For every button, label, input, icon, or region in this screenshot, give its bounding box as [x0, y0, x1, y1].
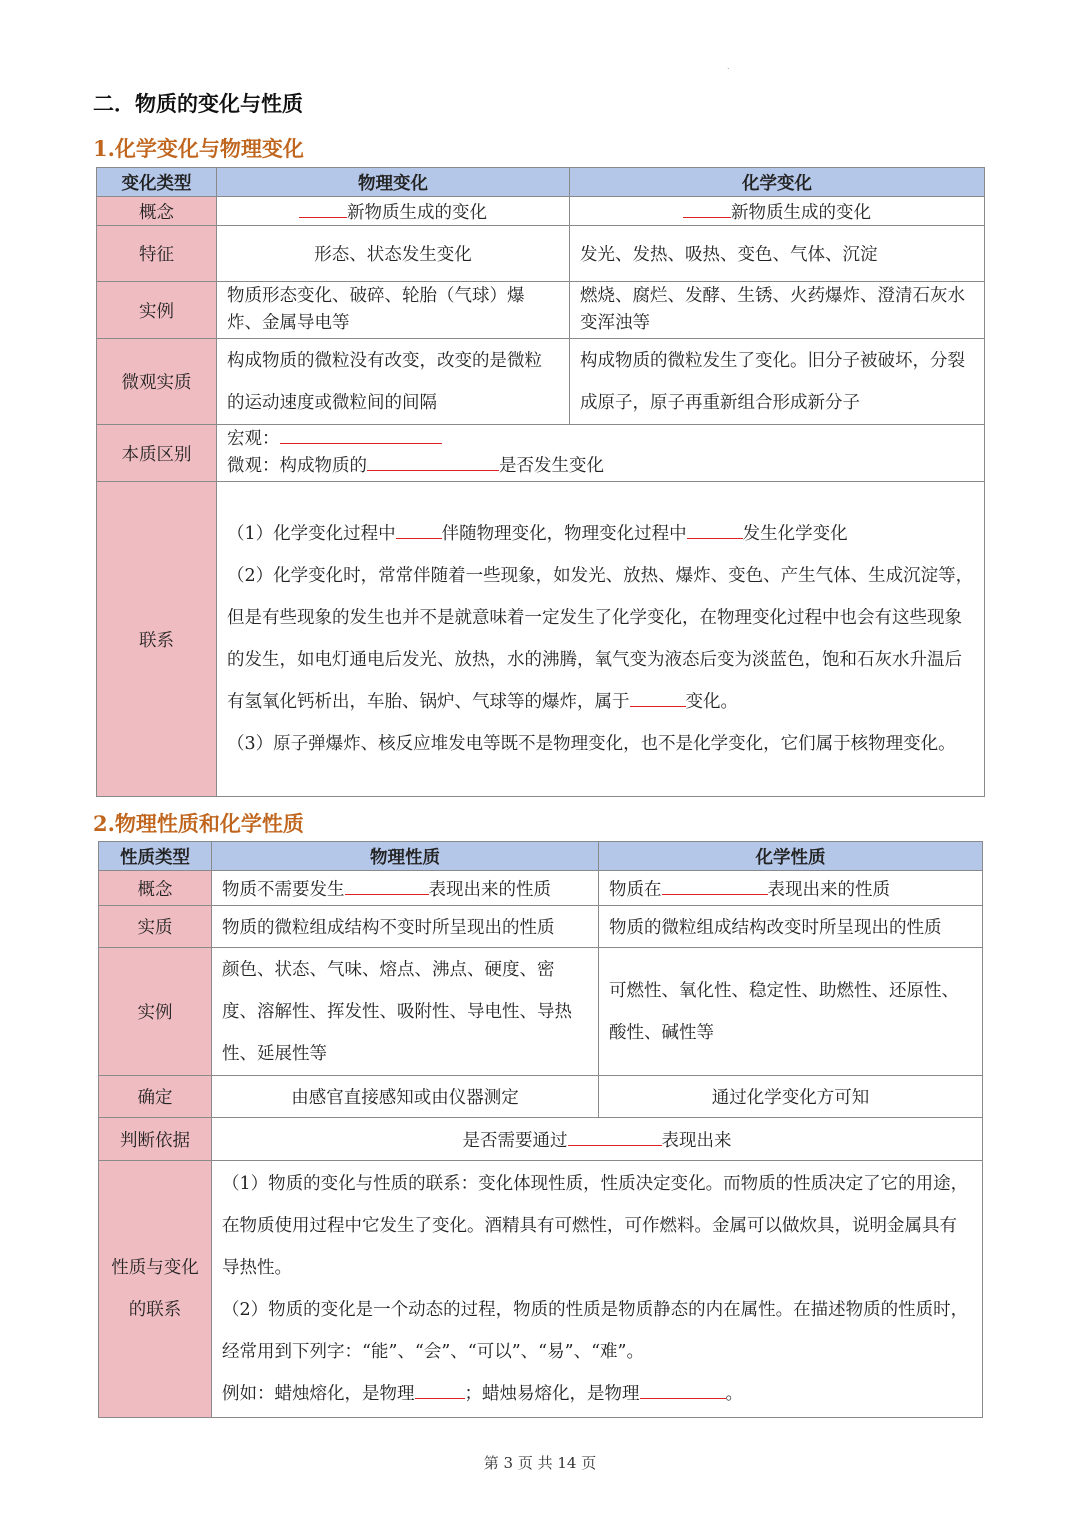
cell-text: 变化。	[685, 692, 738, 712]
change-table	[96, 167, 985, 797]
cell-text: 新物质生成的变化	[347, 202, 487, 223]
table-row	[97, 282, 985, 339]
table-header-row	[97, 168, 985, 197]
fill-blank[interactable]	[683, 217, 731, 218]
cell-text: ；蜡烛易熔化，是物理	[464, 1384, 640, 1404]
cell-text: 。	[725, 1384, 743, 1404]
cell: 形态、状态发生变化	[217, 226, 570, 282]
header-cell: 化学性质	[599, 842, 983, 871]
fill-blank[interactable]	[415, 1398, 465, 1399]
cell: 颜色、状态、气味、熔点、沸点、硬度、密度、溶解性、挥发性、吸附性、导电性、导热性、延展性等	[212, 948, 599, 1076]
header-cell: 物理性质	[212, 842, 599, 871]
table-row	[97, 482, 985, 797]
table-row	[99, 1118, 983, 1161]
row-label: 实质	[99, 906, 212, 948]
section-title: 二．物质的变化与性质	[93, 91, 303, 116]
cell	[212, 1118, 983, 1161]
cell: 由感官直接感知或由仪器测定	[212, 1076, 599, 1118]
row-label: 确定	[99, 1076, 212, 1118]
row-label: 概念	[97, 197, 217, 226]
cell	[212, 1161, 983, 1418]
cell-text: 物质在	[609, 879, 662, 900]
row-label: 特征	[97, 226, 217, 282]
cell-text: 表现出来的性质	[767, 879, 890, 900]
cell-text: 是否需要通过	[462, 1130, 568, 1151]
fill-blank[interactable]	[367, 470, 499, 471]
cell	[570, 197, 985, 226]
page-mark: .	[727, 62, 730, 71]
row-label: 本质区别	[97, 425, 217, 482]
fill-blank[interactable]	[396, 538, 442, 539]
micro-label: 微观：构成物质的	[227, 456, 367, 476]
fill-blank[interactable]	[662, 894, 768, 895]
row-label: 微观实质	[97, 339, 217, 425]
table-header-row	[99, 842, 983, 871]
cell	[217, 482, 985, 797]
cell-text: 新物质生成的变化	[731, 202, 871, 223]
cell: 通过化学变化方可知	[599, 1076, 983, 1118]
fill-blank[interactable]	[630, 706, 686, 707]
cell: 构成物质的微粒发生了变化。旧分子被破坏，分裂成原子，原子再重新组合形成新分子	[570, 339, 985, 425]
macro-label: 宏观：	[227, 429, 280, 449]
table-row	[99, 1161, 983, 1418]
cell: 发光、发热、吸热、变色、气体、沉淀	[570, 226, 985, 282]
cell-text: （1）物质的变化与性质的联系：变化体现性质，性质决定变化。而物质的性质决定了它的用途，在物质使用过程中它发生了变化。酒精具有可燃性，可作燃料。金属可以做炊具，说明金属具有导热性。	[222, 1174, 969, 1278]
cell: 构成物质的微粒没有改变，改变的是微粒的运动速度或微粒间的间隔	[217, 339, 570, 425]
fill-blank[interactable]	[345, 894, 429, 895]
table-row	[97, 197, 985, 226]
row-label: 联系	[97, 482, 217, 797]
cell-text: （3）原子弹爆炸、核反应堆发电等既不是物理变化，也不是化学变化，它们属于核物理变化。	[227, 734, 956, 754]
header-cell: 变化类型	[97, 168, 217, 197]
header-cell: 物理变化	[217, 168, 570, 197]
cell-text: 是否发生变化	[499, 456, 604, 476]
table-row	[97, 226, 985, 282]
cell: 物质的微粒组成结构改变时所呈现出的性质	[599, 906, 983, 948]
row-label: 判断依据	[99, 1118, 212, 1161]
cell-text: 表现出来的性质	[428, 879, 551, 900]
table-row	[99, 1076, 983, 1118]
cell: 燃烧、腐烂、发酵、生锈、火药爆炸、澄清石灰水变浑浊等	[570, 282, 985, 339]
cell-text: 例如：蜡烛熔化，是物理	[222, 1384, 415, 1404]
fill-blank[interactable]	[299, 217, 347, 218]
row-label: 实例	[97, 282, 217, 339]
table-row	[99, 906, 983, 948]
fill-blank[interactable]	[640, 1398, 726, 1399]
row-label: 概念	[99, 871, 212, 906]
header-cell: 性质类型	[99, 842, 212, 871]
row-label: 实例	[99, 948, 212, 1076]
cell: 物质形态变化、破碎、轮胎（气球）爆炸、金属导电等	[217, 282, 570, 339]
cell-text: （1）化学变化过程中	[227, 524, 396, 544]
cell-text: 表现出来	[661, 1130, 732, 1151]
cell	[217, 425, 985, 482]
cell-text: 伴随物理变化，物理变化过程中	[441, 524, 687, 544]
cell-text: 物质不需要发生	[222, 879, 345, 900]
table-row	[97, 339, 985, 425]
table-row	[99, 871, 983, 906]
cell: 可燃性、氧化性、稳定性、助燃性、还原性、酸性、碱性等	[599, 948, 983, 1076]
cell	[217, 197, 570, 226]
subsection-title-2: 2.物理性质和化学性质	[93, 811, 304, 836]
header-cell: 化学变化	[570, 168, 985, 197]
page-footer: 第 3 页 共 14 页	[483, 1454, 597, 1472]
fill-blank[interactable]	[568, 1145, 662, 1146]
property-table	[98, 841, 983, 1418]
cell-text: （2）化学变化时，常常伴随着一些现象，如发光、放热、爆炸、变色、产生气体、生成沉淀等，但是有些现象的发生也并不是就意味着一定发生了化学变化，在物理变化过程中也会有这些现象的发生，如电灯通电后发光、放热，水的沸腾，氧气变为液态后变为淡蓝色，饱和石灰水升温后有氢氧化钙析出，车胎、锅炉、气球等的爆炸，属于	[227, 566, 974, 712]
cell	[212, 871, 599, 906]
table-row	[99, 948, 983, 1076]
subsection-title-1: 1.化学变化与物理变化	[93, 136, 304, 161]
cell-text: 发生化学变化	[742, 524, 848, 544]
fill-blank[interactable]	[687, 538, 743, 539]
cell-text: （2）物质的变化是一个动态的过程，物质的性质是物质静态的内在属性。在描述物质的性质时，经常用到下列字：“能”、“会”、“可以”、“易”、“难”。	[222, 1300, 969, 1362]
cell	[599, 871, 983, 906]
table-row	[97, 425, 985, 482]
cell: 物质的微粒组成结构不变时所呈现出的性质	[212, 906, 599, 948]
row-label: 性质与变化的联系	[99, 1161, 212, 1418]
fill-blank[interactable]	[280, 443, 442, 444]
